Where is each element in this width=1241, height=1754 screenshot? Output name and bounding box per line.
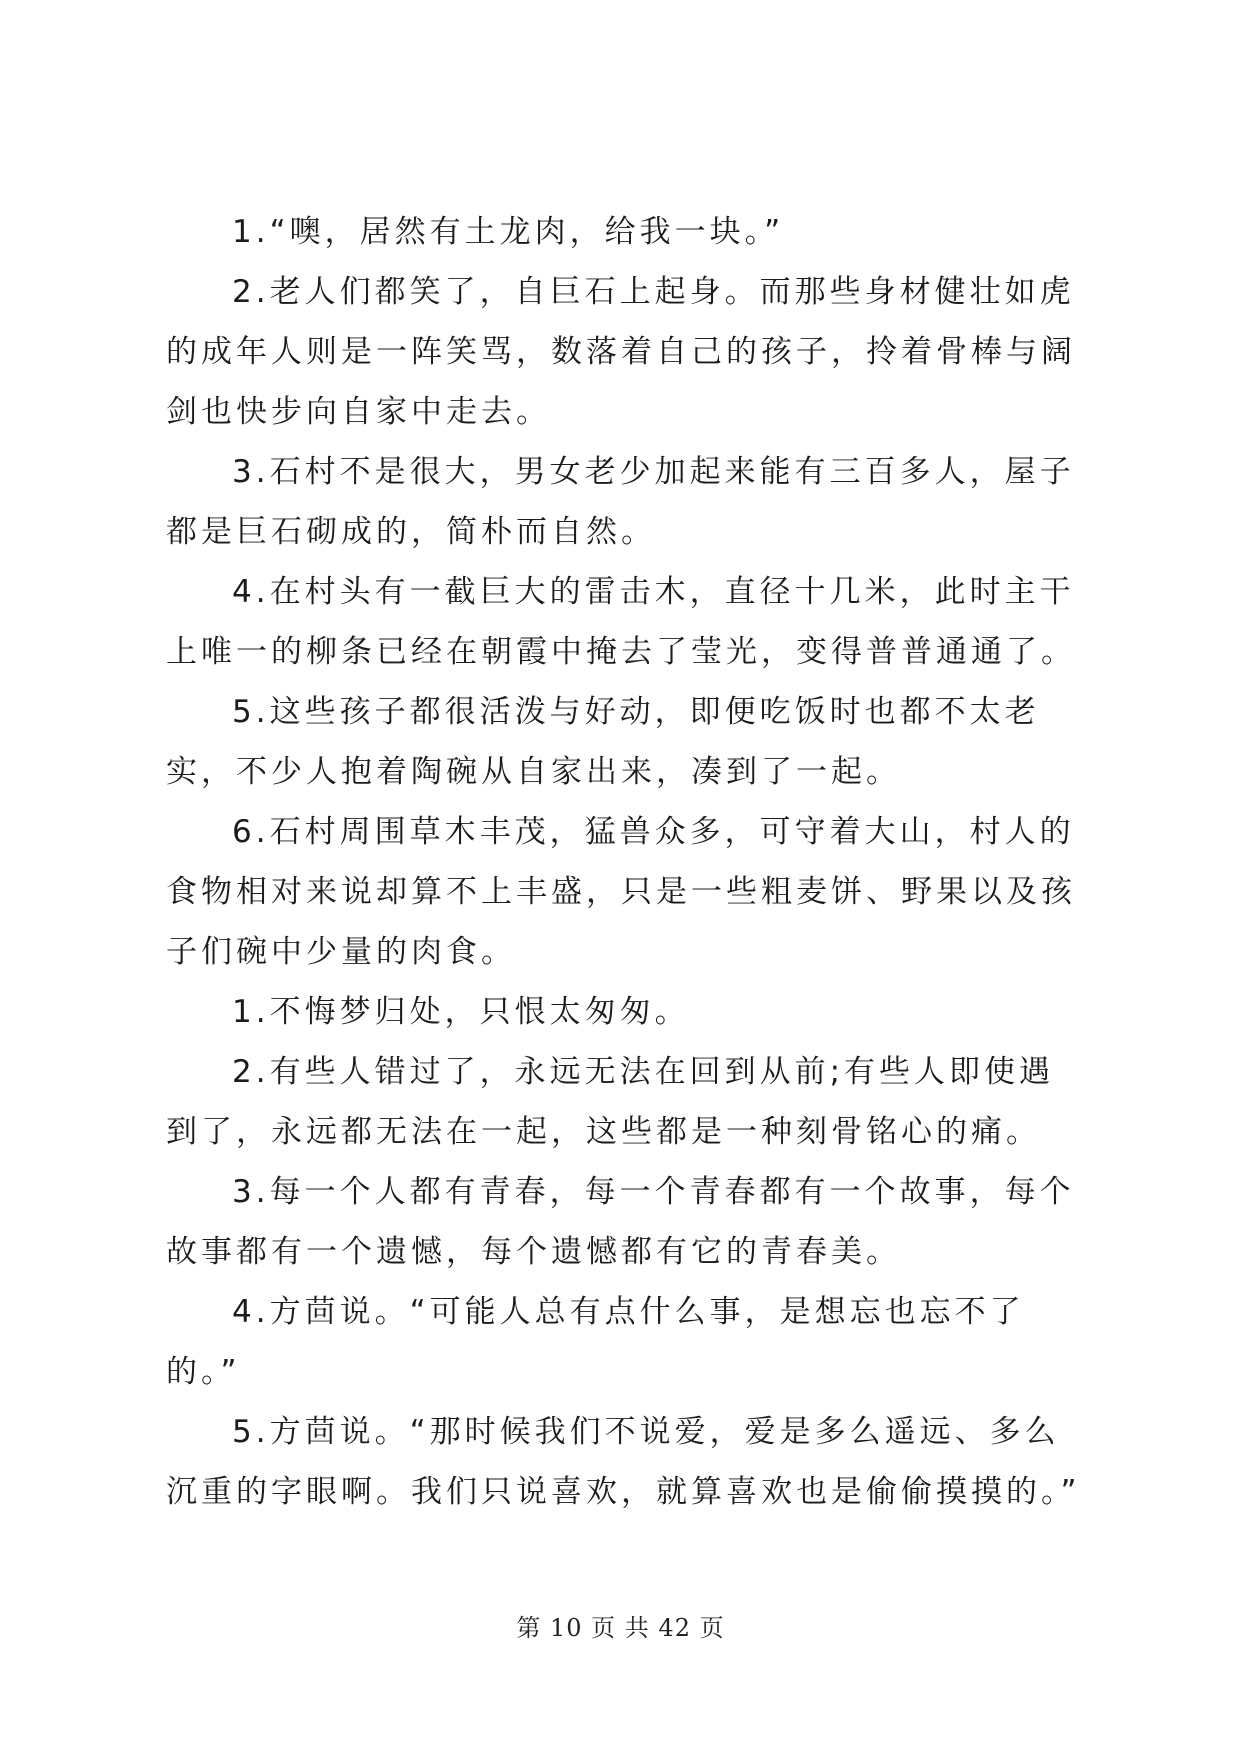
paragraph: 2.老人们都笑了，自巨石上起身。而那些身材健壮如虎的成年人则是一阵笑骂，数落着自己的孩子，拎着骨棒与阔剑也快步向自家中走去。 [166, 274, 1076, 430]
paragraph: 6.石村周围草木丰茂，猛兽众多，可守着大山，村人的食物相对来说却算不上丰盛，只是一些粗麦饼、野果以及孩子们碗中少量的肉食。 [166, 814, 1076, 970]
paragraph: 2.有些人错过了，永远无法在回到从前;有些人即使遇到了，永远都无法在一起，这些都是一种刻骨铭心的痛。 [166, 1054, 1055, 1150]
paragraph: 1.不悔梦归处，只恨太匆匆。 [232, 994, 690, 1030]
paragraph: 5.这些孩子都很活泼与好动，即便吃饭时也都不太老实，不少人抱着陶碗从自家出来，凑到了一起。 [166, 694, 1040, 790]
paragraph: 3.石村不是很大，男女老少加起来能有三百多人，屋子都是巨石砌成的，简朴而自然。 [166, 454, 1075, 550]
paragraph: 4.在村头有一截巨大的雷击木，直径十几米，此时主干上唯一的柳条已经在朝霞中掩去了莹光，变得普普通通了。 [166, 574, 1076, 670]
page-number-footer: 第 10 页 共 42 页 [516, 1614, 725, 1642]
paragraph: 1.“噢，居然有土龙肉，给我一块。” [232, 214, 785, 250]
paragraph: 3.每一个人都有青春，每一个青春都有一个故事，每个故事都有一个遗憾，每个遗憾都有它的青春美。 [166, 1174, 1075, 1270]
paragraph: 4.方茴说。“可能人总有点什么事，是想忘也忘不了的。” [166, 1294, 1025, 1390]
document-body [166, 202, 1086, 1522]
paragraph: 5.方茴说。“那时候我们不说爱，爱是多么遥远、多么沉重的字眼啊。我们只说喜欢，就算喜欢也是偷偷摸摸的。” [166, 1414, 1081, 1510]
